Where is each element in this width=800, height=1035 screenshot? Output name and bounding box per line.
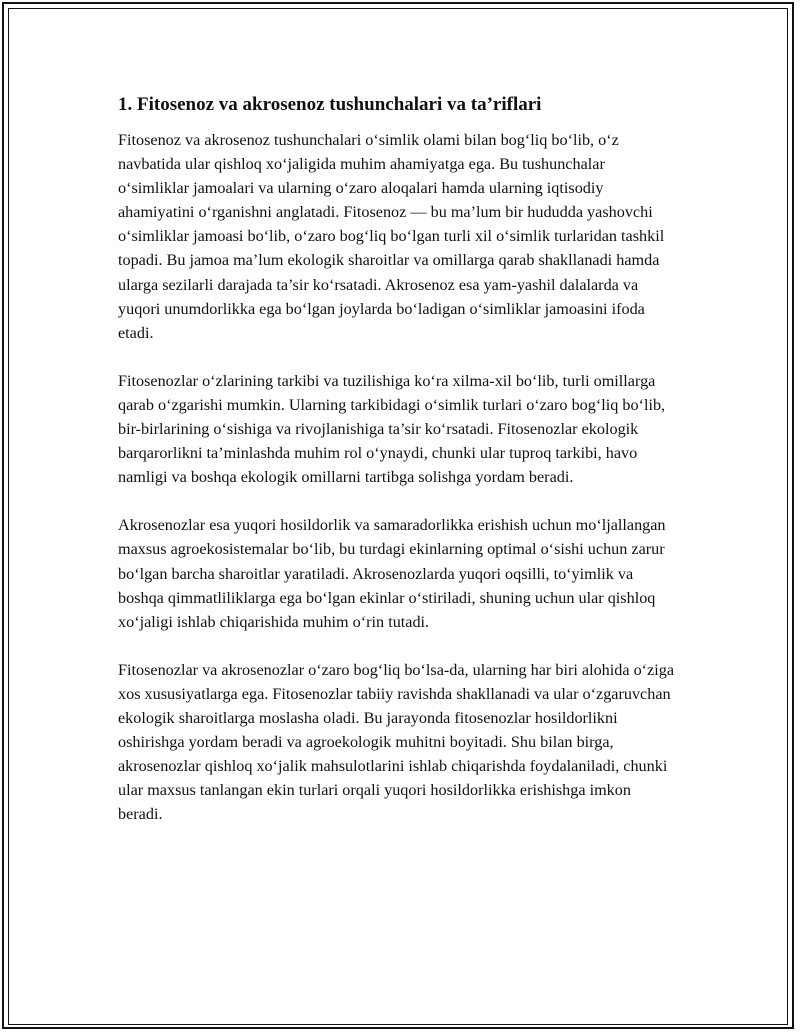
paragraph-2: Fitosenozlar o‘zlarining tarkibi va tuzilishiga ko‘ra xilma-xil bo‘lib, turli omillarga qarab o‘zgarishi mumkin. Ularning tarkibidagi o‘simlik turlari o‘zaro bog‘liq bo‘lib, bir-birlarining o‘sishiga va rivojlanishiga ta’sir ko‘rsatadi. Fitosenozlar ekologik barqarorlikni ta’minlashda muhim rol o‘ynaydi, chunki ular tuproq tarkibi, havo namligi va boshqa ekologik omillarni tartibga solishga yordam beradi.	[118, 371, 666, 487]
paragraph-3: Akrosenozlar esa yuqori hosildorlik va samaradorlikka erishish uchun mo‘ljallangan maxsus agroekosistemalar bo‘lib, bu turdagi ekinlarning optimal o‘sishi uchun zarur bo‘lgan barcha sharoitlar yaratiladi. Akrosenozlarda yuqori oqsilli, to‘yimlik va boshqa qimmatliliklarga ega bo‘lgan ekinlar o‘stiriladi, shuning uchun ular qishloq xo‘jaligi ishlab chiqarishida muhim o‘rin tutadi.	[118, 516, 666, 631]
section-heading: 1. Fitosenoz va akrosenoz tushunchalari va ta’riflari	[118, 94, 542, 115]
paragraph-1: Fitosenoz va akrosenoz tushunchalari o‘simlik olami bilan bog‘liq bo‘lib, o‘z navbatida ular qishloq xo‘jaligida muhim ahamiyatga ega. Bu tushunchalar o‘simliklar jamoalari va ularning o‘zaro aloqalari hamda ularning iqtisodiy ahamiyatini o‘rganishni anglatadi. Fitosenoz — bu ma’lum bir hududda yashovchi o‘simliklar jamoasi bo‘lib, o‘zaro bog‘liq bo‘lgan turli xil o‘simlik turlaridan tashkil topadi. Bu jamoa ma’lum ekologik sharoitlar va omillarga qarab shakllanadi hamda ularga sezilarli darajada ta’sir ko‘rsatadi. Akrosenoz esa yam-yashil dalalarda va yuqori unumdorlikka ega bo‘lgan joylarda bo‘ladigan o‘simliklar jamoasini ifoda etadi.	[118, 131, 665, 342]
document-body	[118, 92, 678, 850]
paragraph-4: Fitosenozlar va akrosenozlar o‘zaro bog‘liq bo‘lsa-da, ularning har biri alohida o‘ziga xos xususiyatlarga ega. Fitosenozlar tabiiy ravishda shakllanadi va ular o‘zgaruvchan ekologik sharoitlarga moslasha oladi. Bu jarayonda fitosenozlar hosildorlikni oshirishga yordam beradi va agroekologik muhitni boyitadi. Shu bilan birga, akrosenozlar qishloq xo‘jalik mahsulotlarini ishlab chiqarishda foydalaniladi, chunki ular maxsus tanlangan ekin turlari orqali yuqori hosildorlikka erishishga imkon beradi.	[118, 660, 675, 824]
